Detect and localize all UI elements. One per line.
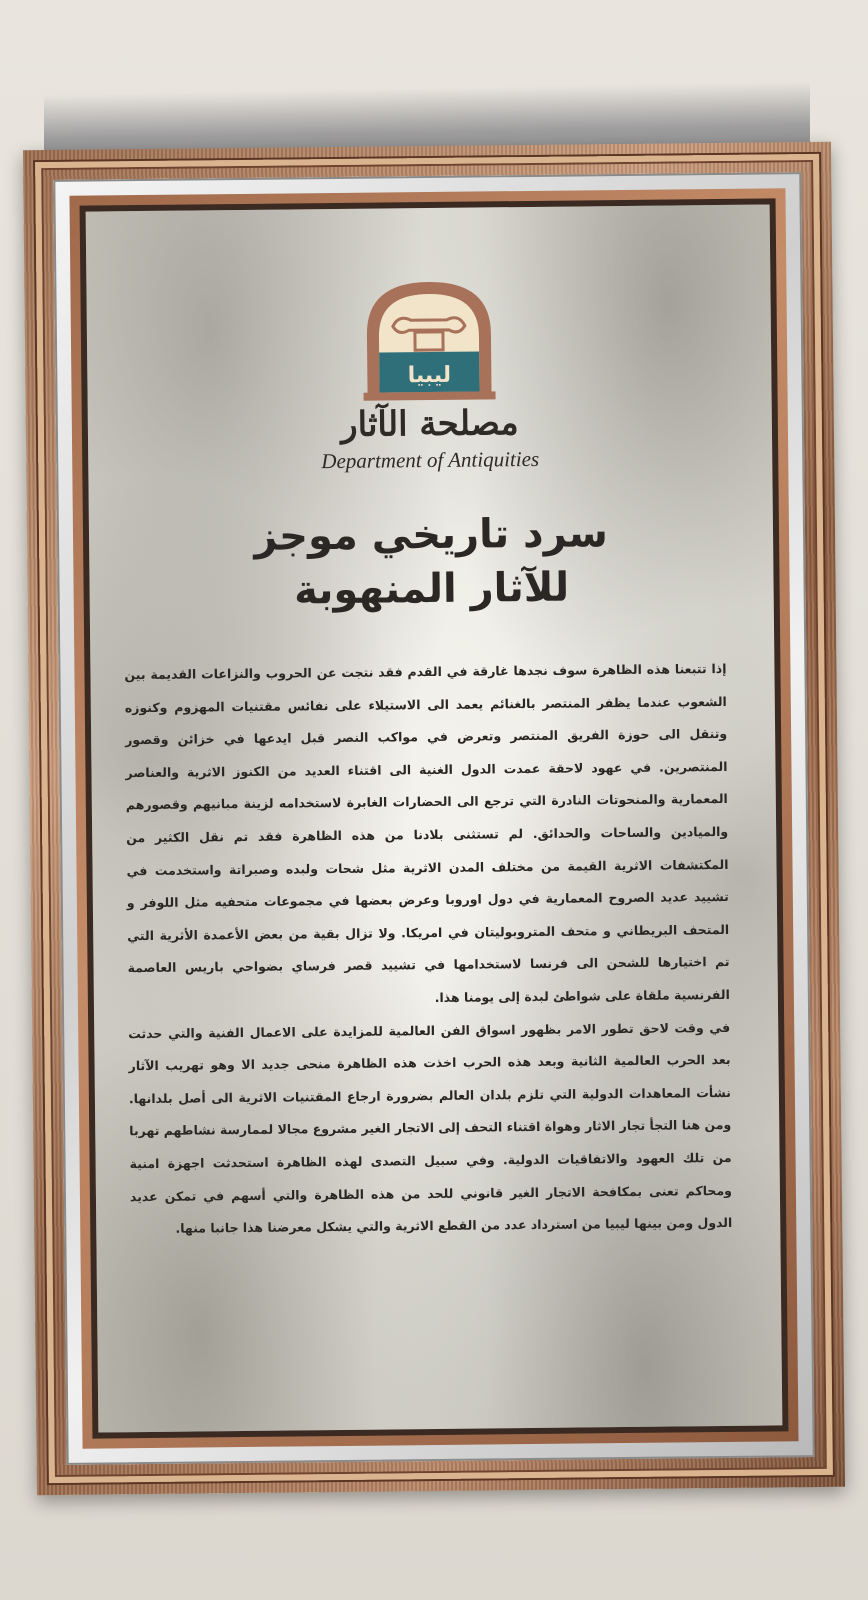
title-line-1: سرد تاريخي موجز xyxy=(254,510,609,560)
department-name-ar: مصلحة الآثار xyxy=(340,403,519,445)
antiquities-logo xyxy=(358,273,499,404)
body-paragraph-2: في وقت لاحق تطور الامر بظهور اسواق الفن العالمية للمزايدة على الاعمال الفنية والتي حدثت بعد الحرب العالمية الثانية وبعد هذه الحرب اخذت هذه الظاهرة منحى جديد الا وهو تهريب الآثار نشأت المعاهدات الدولية التي تلزم بلدان العالم بضرورة ارجاع المقتنيات الاثرية الى أصل بلدانها. ومن هنا التجأ تجار الاثار وهواة اقتناء التحف إلى الاتجار الغير مشروع مجالا لممارسة نشاطهم تهربا من تلك العهود والاتفاقيات الدولية. وفي سبيل التصدى لهذه الظاهرة استحدثت اجهزة امنية ومحاكم تعنى بمكافحة الاتجار الغير قانوني للحد من هذه الظاهرة والتي أسهم في تمكن عديد الدول ومن بينها ليبيا من استرداد عدد من القطع الاثرية والتي يشكل معرضنا هذا جانبا منها. xyxy=(128,1019,733,1236)
department-name-en: Department of Antiquities xyxy=(321,446,540,474)
poster-title xyxy=(89,504,774,619)
logo-text: ليبيا xyxy=(407,362,452,389)
poster-body xyxy=(124,653,732,1246)
body-paragraph-1: إذا تتبعنا هذه الظاهرة سوف نجدها غارقة في القدم فقد نتجت عن الحروب والنزاعات القديمة بين الشعوب عندما يظفر المنتصر بالغنائم يعمد الى الاستيلاء على نفائس مقتنيات المهزوم وكنوزه وتنقل الى حوزة الفريق المنتصر وتعرض في مواكب النصر قبل ايدعها في خزائن وقصور المنتصرين. في عهود لاحقة عمدت الدول الغنية الى اقتناء العديد من الكنوز الاثرية والعناصر المعمارية والمنحوتات النادرة التي ترجع الى الحضارات الغابرة لاستخدامه لزينة مبانيهم وقصورهم والميادين والساحات والحدائق. لم تستثنى بلادنا من هذه الظاهرة فقد تم نقل الكثير من المكتشفات الاثرية القيمة من مختلف المدن الاثرية مثل شحات ولبده وصبراتة واستخدمت في تشييد عديد الصروح المعمارية في دول اوروبا وعرض بعضها في مجموعات متحفيه مثل اللوفر و المتحف البريطاني و متحف المتروبوليتان في امريكا. ولا تزال بقية من بعض الأعمدة الأثرية التي تم اختيارها للشحن الى فرنسا لاستخدامها في تشييد قصر فرساي بضواحي باريس العاصمة الفرنسية ملقاة على شواطئ لبدة إلى يومنا هذا. xyxy=(124,660,730,1005)
antiquities-logo-icon xyxy=(358,273,499,404)
poster xyxy=(86,204,783,1432)
picture-frame xyxy=(23,142,845,1495)
title-line-2: للآثار المنهوبة xyxy=(293,564,570,614)
